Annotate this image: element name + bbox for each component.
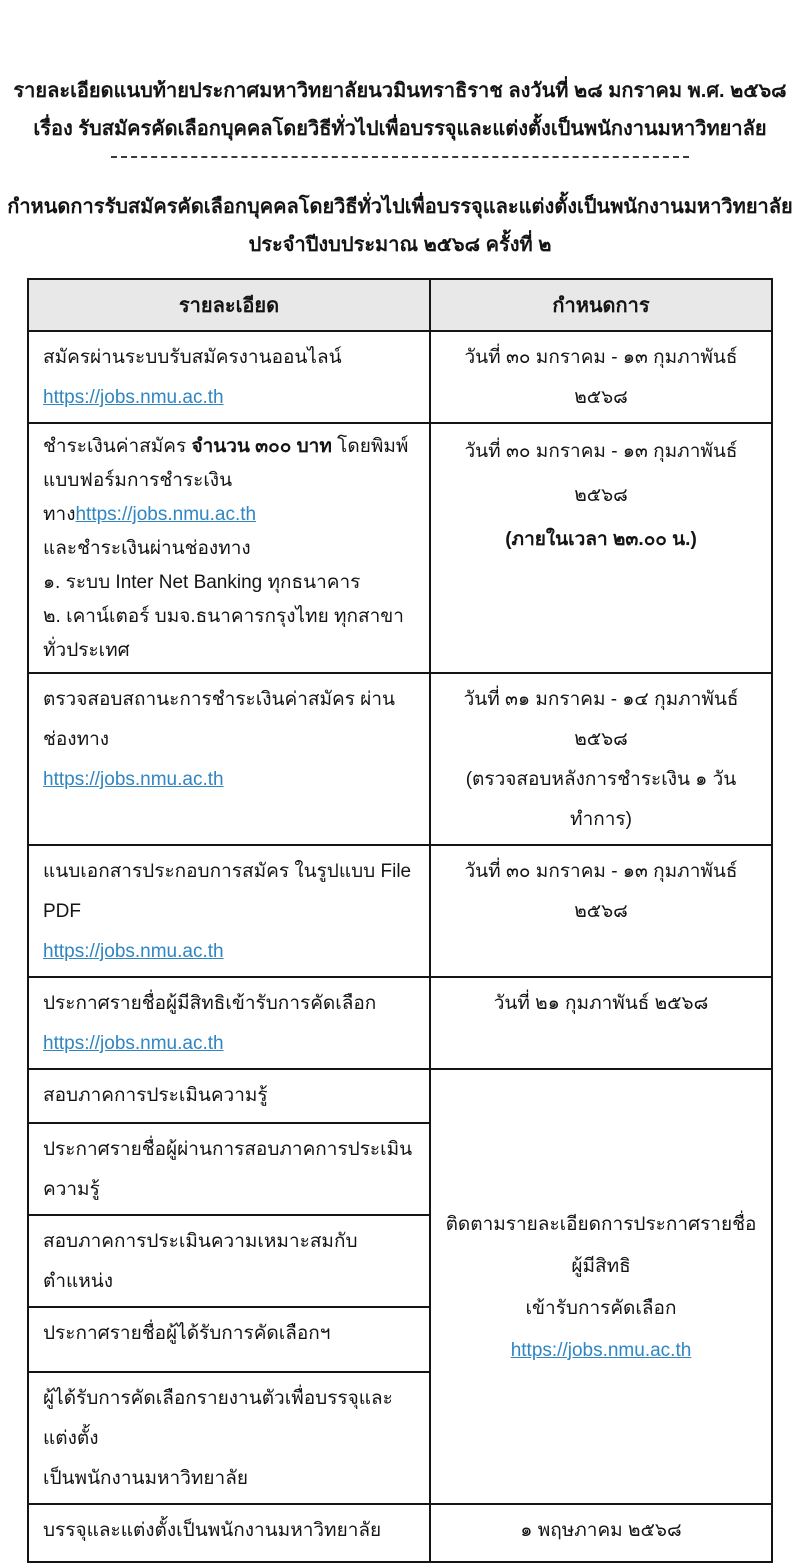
suitability-exam-text: สอบภาคการประเมินความเหมาะสมกับตำแหน่ง — [43, 1231, 358, 1292]
cell-apply-online-details — [28, 331, 430, 423]
cell-check-status-details — [28, 673, 430, 845]
subtitle-line-2: ประจำปีงบประมาณ ๒๕๖๘ ครั้งที่ ๒ — [248, 234, 552, 256]
cell-payment-date — [430, 423, 772, 673]
header-details: รายละเอียด — [28, 279, 430, 331]
payment-text-post: โดยพิมพ์ — [331, 436, 409, 457]
cell-announce-knowledge-pass — [28, 1123, 430, 1215]
cell-report-for-duty — [28, 1372, 430, 1504]
payment-channel-2: ๒. เคาน์เตอร์ บมจ.ธนาคารกรุงไทย ทุกสาขา — [43, 606, 404, 627]
check-status-text: ตรวจสอบสถานะการชำระเงินค่าสมัคร ผ่านช่องทาง — [43, 689, 395, 750]
cell-attach-documents-date — [430, 845, 772, 977]
payment-deadline-time: (ภายในเวลา ๒๓.๐๐ น.) — [505, 529, 697, 550]
cell-appointment-date — [430, 1504, 772, 1562]
announce-eligible-text: ประกาศรายชื่อผู้มีสิทธิเข้ารับการคัดเลือก — [43, 993, 377, 1014]
title-line-2: เรื่อง รับสมัครคัดเลือกบุคคลโดยวิธีทั่วไปเพื่อบรรจุและแต่งตั้งเป็นพนักงานมหาวิทยาลัย — [33, 118, 767, 140]
title-line-1: รายละเอียดแนบท้ายประกาศมหาวิทยาลัยนวมินทราธิราช ลงวันที่ ๒๘ มกราคม พ.ศ. ๒๕๖๘ — [13, 80, 787, 102]
cell-suitability-exam — [28, 1215, 430, 1307]
cell-check-status-date — [430, 673, 772, 845]
payment-channels-text: และชำระเงินผ่านช่องทาง — [43, 538, 251, 559]
cell-appointment-details — [28, 1504, 430, 1562]
row-announce-eligible — [28, 977, 772, 1069]
cell-attach-documents-details — [28, 845, 430, 977]
payment-channel-2b: ทั่วประเทศ — [43, 640, 130, 661]
announce-knowledge-pass-text: ประกาศรายชื่อผู้ผ่านการสอบภาคการประเมินความรู้ — [43, 1139, 413, 1200]
schedule-subtitle — [0, 188, 800, 264]
followup-link[interactable]: https://jobs.nmu.ac.th — [510, 1339, 692, 1361]
row-attach-documents — [28, 845, 772, 977]
followup-text-line2: เข้ารับการคัดเลือก — [525, 1297, 677, 1319]
cell-announce-eligible-date — [430, 977, 772, 1069]
cell-knowledge-exam — [28, 1069, 430, 1123]
check-status-date: วันที่ ๓๑ มกราคม - ๑๔ กุมภาพันธ์ ๒๕๖๘ — [463, 689, 739, 750]
header-schedule: กำหนดการ — [430, 279, 772, 331]
apply-online-link[interactable]: https://jobs.nmu.ac.th — [43, 387, 224, 408]
announce-eligible-link[interactable]: https://jobs.nmu.ac.th — [43, 1033, 224, 1054]
appointment-date: ๑ พฤษภาคม ๒๕๖๘ — [520, 1520, 682, 1541]
check-status-link[interactable]: https://jobs.nmu.ac.th — [43, 769, 224, 790]
row-apply-online — [28, 331, 772, 423]
cell-payment-details — [28, 423, 430, 673]
payment-link[interactable]: https://jobs.nmu.ac.th — [75, 504, 257, 525]
row-appointment — [28, 1504, 772, 1562]
report-for-duty-line2: เป็นพนักงานมหาวิทยาลัย — [43, 1468, 248, 1489]
document-title — [0, 0, 800, 148]
check-status-note: (ตรวจสอบหลังการชำระเงิน ๑ วันทำการ) — [465, 769, 737, 830]
followup-text-line1: ติดตามรายละเอียดการประกาศรายชื่อผู้มีสิทธิ — [445, 1213, 757, 1277]
row-knowledge-exam — [28, 1069, 772, 1123]
appointment-text: บรรจุและแต่งตั้งเป็นพนักงานมหาวิทยาลัย — [43, 1520, 382, 1541]
cell-merged-followup — [430, 1069, 772, 1504]
attach-documents-text: แนบเอกสารประกอบการสมัคร ในรูปแบบ File PDF — [43, 861, 412, 922]
dashed-divider — [111, 156, 689, 158]
cell-apply-online-date — [430, 331, 772, 423]
knowledge-exam-text: สอบภาคการประเมินความรู้ — [43, 1085, 268, 1106]
apply-online-date: วันที่ ๓๐ มกราคม - ๑๓ กุมภาพันธ์ ๒๕๖๘ — [464, 347, 738, 408]
attach-documents-link[interactable]: https://jobs.nmu.ac.th — [43, 941, 224, 962]
schedule-table — [27, 278, 773, 1563]
apply-online-text: สมัครผ่านระบบรับสมัครงานออนไลน์ — [43, 347, 342, 368]
row-payment — [28, 423, 772, 673]
payment-date: วันที่ ๓๐ มกราคม - ๑๓ กุมภาพันธ์ ๒๕๖๘ — [464, 441, 738, 506]
cell-announce-selected — [28, 1307, 430, 1372]
row-check-payment-status — [28, 673, 772, 845]
payment-channel-1: ๑. ระบบ Inter Net Banking ทุกธนาคาร — [43, 572, 361, 593]
subtitle-line-1: กำหนดการรับสมัครคัดเลือกบุคคลโดยวิธีทั่วไปเพื่อบรรจุและแต่งตั้งเป็นพนักงานมหาวิทยาลัย — [7, 196, 793, 218]
table-header-row — [28, 279, 772, 331]
payment-amount-bold: จำนวน ๓๐๐ บาท — [191, 436, 332, 457]
announce-eligible-date: วันที่ ๒๑ กุมภาพันธ์ ๒๕๖๘ — [493, 993, 709, 1014]
payment-text-pre: ชำระเงินค่าสมัคร — [43, 436, 192, 457]
announce-selected-text: ประกาศรายชื่อผู้ได้รับการคัดเลือกฯ — [43, 1323, 331, 1344]
report-for-duty-line1: ผู้ได้รับการคัดเลือกรายงานตัวเพื่อบรรจุและแต่งตั้ง — [43, 1388, 393, 1449]
cell-announce-eligible-details — [28, 977, 430, 1069]
payment-form-text: แบบฟอร์มการชำระเงิน ทาง — [43, 470, 233, 525]
attach-documents-date: วันที่ ๓๐ มกราคม - ๑๓ กุมภาพันธ์ ๒๕๖๘ — [464, 861, 738, 922]
